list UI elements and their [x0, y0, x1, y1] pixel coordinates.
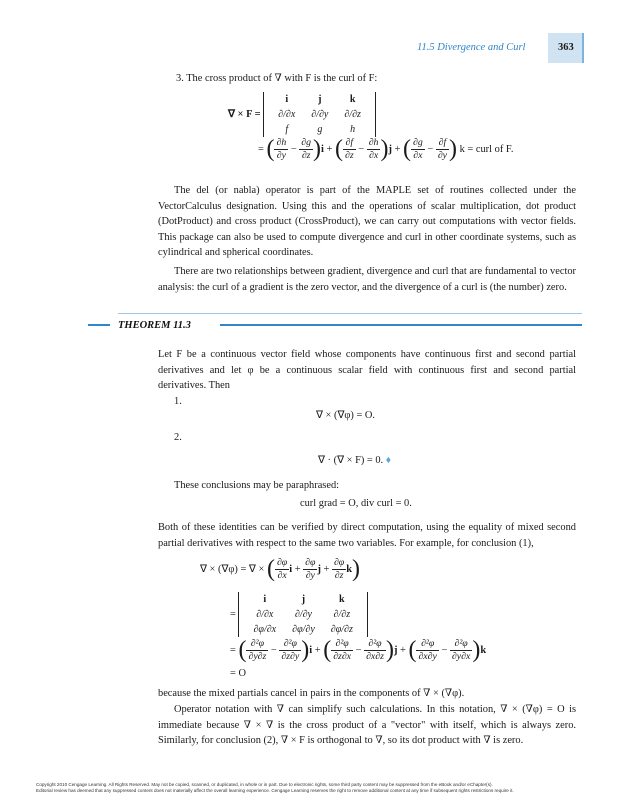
copyright-footer [36, 782, 596, 794]
det-cell: k [339, 594, 345, 605]
paraphrase-formula: curl grad = O, div curl = 0. [300, 498, 412, 509]
det-cell: ∂/∂x [278, 109, 296, 120]
curl-expansion-tail: k = curl of F. [459, 143, 514, 155]
theorem-rule-left [88, 324, 110, 326]
theorem-item1-label: 1. [174, 396, 182, 407]
item2-formula-text: ∇ · (∇ × F) = 0. [318, 455, 384, 466]
verification-determinant [238, 592, 367, 637]
theorem-item2-label: 2. [174, 432, 182, 443]
verification-lhs: ∇ × (∇φ) = ∇ × [200, 563, 265, 575]
footer-line-1: Copyright 2010 Cengage Learning. All Rights Reserved. May not be copied, scanned, or duplicated, in whole or in part. Due to electronic rights, some third party content may be suppressed from the eBook and/or eChapter(s). [36, 782, 493, 787]
verification-intro: Both of these identities can be verified by direct computation, using the equality of mixed second partial derivatives with respect to the same two variables. For example, for conclusion (1), [158, 522, 576, 549]
det-cell: ∂φ/∂x [253, 624, 277, 635]
maple-paragraph: The del (or nabla) operator is part of the MAPLE set of routines collected under the VectorCalculus designation. Using this and the operations of scalar multiplication, dot product (DotProduct) and cross product (CrossProduct), we can carry out computations with vector fields. This package can also be used to compute divergence and curl in other coordinate systems, such as cylindrical and spherical coordinates. [158, 185, 576, 258]
det-cell: ∂/∂y [294, 609, 312, 620]
page-number: 363 [558, 42, 574, 53]
det-cell: g [317, 124, 323, 135]
curl-determinant-equation [228, 92, 376, 137]
det-cell: ∂φ/∂y [292, 624, 315, 635]
curl-lhs: ∇ × F = [228, 108, 261, 120]
det-cell: i [263, 594, 267, 605]
det-cell: h [350, 124, 356, 135]
theorem-item2-formula [318, 453, 391, 469]
verification-gradient-line: ∇ × (∇φ) = ∇ × ( $\frac{\partial\varphi}{\partial x}$ i + $\frac{\partial\varphi}{\partial y}$ j + $\frac{\partial\varphi}{\partial z}$ k) [200, 555, 361, 582]
footer-line-2: Editorial review has deemed that any suppressed content does not materially affect the overall learning experience. Cengage Learning reserves the right to remove additional content at any time if subsequent rights restrictions require it. [36, 788, 514, 793]
closing-operator-paragraph: Operator notation with ∇ can simplify such calculations. In this notation, ∇ × (∇φ) = O is immediate because ∇ × ∇ is the cross product of a "vector" with itself, which is always zero. Similarly, for conclusion (2), ∇ × F is orthogonal to ∇, so its dot product with ∇ is zero. [158, 704, 576, 746]
theorem-rule-right [220, 324, 582, 326]
paraphrase-intro: These conclusions may be paraphrased: [174, 480, 340, 491]
det-cell: f [285, 124, 289, 135]
verification-determinant-equation: = i j k ∂/∂x ∂/∂y ∂/∂z ∂φ/∂x ∂φ/∂y ∂φ/∂z [230, 592, 368, 637]
theorem-item1-formula: ∇ × (∇φ) = O. [316, 410, 376, 421]
det-cell: ∂/∂z [344, 109, 361, 120]
theorem-rule-top [118, 313, 582, 314]
curl-determinant [263, 92, 376, 137]
theorem-label: THEOREM 11.3 [118, 320, 191, 331]
det-cell: ∂/∂y [311, 109, 329, 120]
det-cell: ∂/∂x [256, 609, 274, 620]
section-title: 11.5 Divergence and Curl [417, 42, 526, 53]
det-cell: i [285, 94, 289, 105]
item3-text: 3. The cross product of ∇ with F is the curl of F: [176, 73, 378, 84]
end-of-theorem-icon: ♦ [385, 455, 392, 466]
verification-zero: = O [230, 668, 246, 679]
curl-expansion: = ( $\frac{\partial h}{\partial y}$ − $\frac{\partial g}{\partial z}$ )i + ( $\frac{\partial f}{\partial z}$ − $\frac{\partial h}{\partial x}$ )j + ( $\frac{\partial g}{\partial x}$ − $\frac{\partial f}{\partial y}$ ) k = curl of F. [258, 135, 514, 162]
det-cell: ∂φ/∂z [330, 624, 353, 635]
closing-because: because the mixed partials cancel in pairs in the components of ∇ × (∇φ). [158, 688, 465, 699]
det-cell: ∂/∂z [333, 609, 351, 620]
det-cell: j [318, 94, 322, 105]
det-cell: k [349, 94, 356, 105]
theorem-statement: Let F be a continuous vector field whose components have continuous first and second partial derivatives and let φ be a continuous scalar field with continuous first and second partial derivatives. Then [158, 349, 576, 391]
verification-expansion: = ( $\frac{\text{∂²φ}}{\partial y\partial z}$ − $\frac{\text{∂²φ}}{\partial z\partial y}$ )i + ( $\frac{\text{∂²φ}}{\partial z\partial x}$ − $\frac{\text{∂²φ}}{\partial x\partial z}$ )j + ( $\frac{\text{∂²φ}}{\partial x\partial y}$ − $\frac{\text{∂²φ}}{\partial y\partial x}$ )k [230, 636, 487, 663]
relationships-paragraph: There are two relationships between gradient, divergence and curl that are fundamental to vector analysis: the curl of a gradient is the zero vector, and the divergence of a curl is (the number) zero. [158, 266, 576, 293]
det-cell: j [301, 594, 306, 605]
